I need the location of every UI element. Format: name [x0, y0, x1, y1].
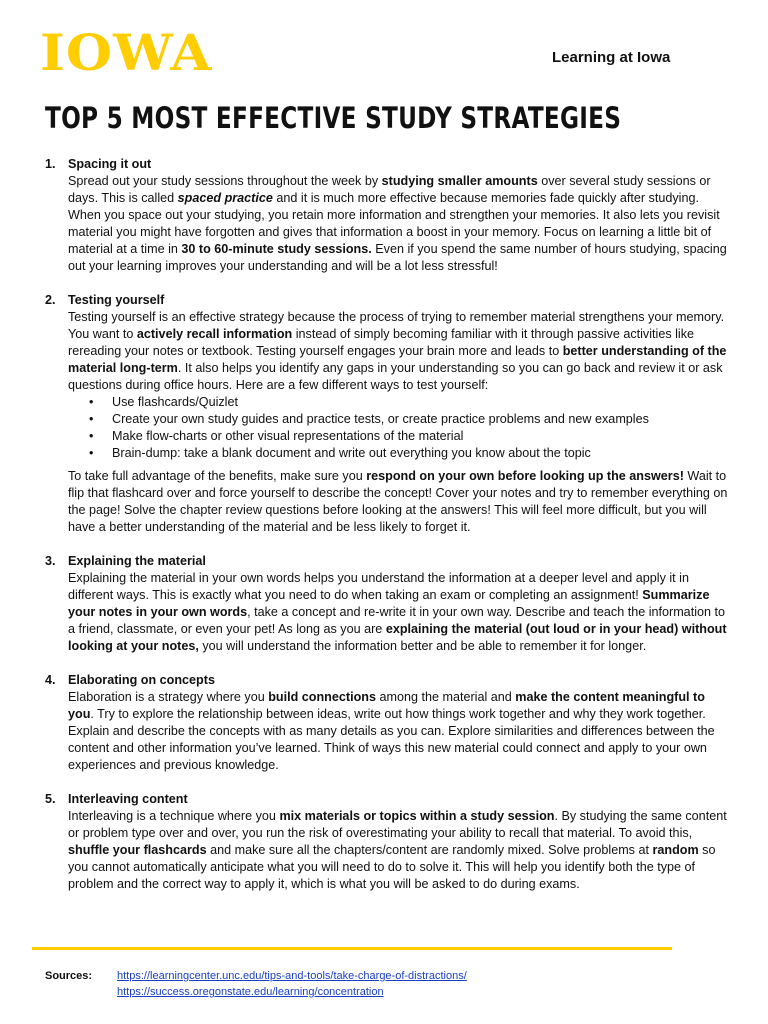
strategy-title: Elaborating on concepts: [68, 673, 215, 687]
iowa-logo: IOWA: [40, 23, 213, 82]
body-text: . It also helps you identify any gaps in your understanding so you can go back and review it or ask questions during office hours. Here are a few different ways to test yourself:: [68, 361, 723, 392]
bold-text: 30 to 60-minute study sessions.: [181, 242, 372, 256]
bold-text: mix materials or topics within a study session: [279, 809, 555, 823]
source-link-oregonstate[interactable]: https://success.oregonstate.edu/learning/concentration: [117, 986, 384, 998]
bold-text: random: [652, 843, 699, 857]
strategy-section: [45, 156, 730, 275]
body-text: . By studying the same content or problem type over and over, you run the risk of overestimating your ability to recall that material. To avoid this,: [68, 809, 727, 840]
body-text: Testing yourself is an effective strategy because the process of trying to remember material strengthens your memory. You want to: [68, 310, 725, 341]
sources-block: [45, 968, 467, 1000]
body-text: over several study sessions or days. This is called: [68, 174, 711, 205]
strategies-list: [45, 156, 730, 910]
bold-text: respond on your own before looking up the answers!: [366, 469, 684, 483]
body-text: you will understand the information better and be able to remember it for longer.: [198, 639, 647, 653]
strategy-body: [45, 570, 730, 655]
strategy-section: [45, 672, 730, 774]
body-text: instead of simply becoming familiar with it through passive activities like rereading your notes or textbook. Testing yourself engages your brain more and leads to: [68, 327, 695, 358]
strategy-number: 3.: [45, 554, 56, 568]
body-text: . Try to explore the relationship between ideas, write out how things work together and why they work together. Explain and describe the concepts with as many details as you can. Explore similarities and differences between the content and other information you’ve learned. Think of ways this new material could connect and apply to your own experiences and previous knowledge.: [68, 707, 715, 772]
strategy-paragraph: [68, 808, 730, 893]
strategy-body: [45, 808, 730, 893]
strategy-heading: [45, 672, 730, 689]
body-text: To take full advantage of the benefits, make sure you: [68, 469, 367, 483]
strategy-heading: [45, 156, 730, 173]
body-text: Wait to flip that flashcard over and force yourself to describe the concept! Cover your notes and try to remember everything on the page! Solve the chapter review questions before looking at the answers! This will feel more difficult, but you will have a better understanding of the material and be less likely to forget it.: [68, 469, 728, 534]
strategy-title: Explaining the material: [68, 554, 206, 568]
strategy-title: Interleaving content: [68, 792, 188, 806]
list-item: • Brain-dump: take a blank document and write out everything you know about the topic: [89, 445, 730, 462]
body-text: so you cannot automatically anticipate what you will need to do to solve it. This will help you identify both the type of problem and the correct way to apply it, which is what you will be asked to do during exams.: [68, 843, 716, 891]
strategy-paragraph: [68, 468, 730, 536]
body-text: Elaboration is a strategy where you: [68, 690, 269, 704]
strategy-section: [45, 292, 730, 536]
bold-text: build connections: [268, 690, 376, 704]
strategy-section: [45, 553, 730, 655]
body-text: and it is much more effective because memories fade quickly after studying. When you space out your studying, you retain more information and strengthen your memories. It also lets you revisit material you might have forgotten and gives that information a boost in your memory. Focus on learning a little bit of material at a time in: [68, 191, 720, 256]
bold-text: shuffle your flashcards: [68, 843, 207, 857]
strategy-number: 5.: [45, 792, 56, 806]
body-text: and make sure all the chapters/content are randomly mixed. Solve problems at: [206, 843, 653, 857]
page-title: TOP 5 MOST EFFECTIVE STUDY STRATEGIES: [45, 101, 622, 135]
strategy-body: [45, 173, 730, 275]
strategy-number: 4.: [45, 673, 56, 687]
sources-links: [117, 968, 467, 1000]
strategy-heading: [45, 292, 730, 309]
strategy-body: [45, 309, 730, 536]
strategy-heading: [45, 791, 730, 808]
strategy-paragraph: [68, 309, 730, 394]
list-item: • Use flashcards/Quizlet: [89, 394, 730, 411]
source-link-unc[interactable]: https://learningcenter.unc.edu/tips-and-tools/take-charge-of-distractions/: [117, 970, 467, 982]
strategy-paragraph: [68, 173, 730, 275]
sources-label: Sources:: [45, 970, 93, 982]
bold-text: actively recall information: [136, 327, 293, 341]
strategy-paragraph: [68, 570, 730, 655]
strategy-section: [45, 791, 730, 893]
strategy-heading: [45, 553, 730, 570]
strategy-number: 1.: [45, 157, 56, 171]
bold-text: studying smaller amounts: [381, 174, 538, 188]
footer-divider: [32, 947, 672, 950]
bold-text: make the content meaningful to you: [68, 690, 705, 721]
bold-text: explaining the material (out loud or in your head) without looking at your notes,: [68, 622, 727, 653]
body-text: Explaining the material in your own words helps you understand the information at a deeper level and apply it in different ways. This is exactly what you need to do when taking an exam or completing an assignment!: [68, 571, 689, 602]
body-text: Spread out your study sessions throughout the week by: [68, 174, 382, 188]
list-item: • Make flow-charts or other visual representations of the material: [89, 428, 730, 445]
strategy-title: Testing yourself: [68, 293, 165, 307]
bold-text: Summarize your notes in your own words: [68, 588, 710, 619]
strategy-title: Spacing it out: [68, 157, 152, 171]
header-program-name: Learning at Iowa: [552, 49, 671, 66]
emphasis-text: spaced practice: [177, 191, 273, 205]
strategy-body: [45, 689, 730, 774]
bold-text: better understanding of the material long-term: [68, 344, 727, 375]
strategy-number: 2.: [45, 293, 56, 307]
body-text: Even if you spend the same number of hours studying, spacing out your learning improves your understanding and will be a lot less stressful!: [68, 242, 727, 273]
strategy-paragraph: [68, 689, 730, 774]
body-text: , take a concept and re-write it in your own way. Describe and teach the information to a friend, classmate, or even your pet! As long as you are: [68, 605, 725, 636]
body-text: among the material and: [375, 690, 516, 704]
test-methods-list: [68, 394, 730, 462]
body-text: Interleaving is a technique where you: [68, 809, 280, 823]
list-item: • Create your own study guides and practice tests, or create practice problems and new examples: [89, 411, 730, 428]
